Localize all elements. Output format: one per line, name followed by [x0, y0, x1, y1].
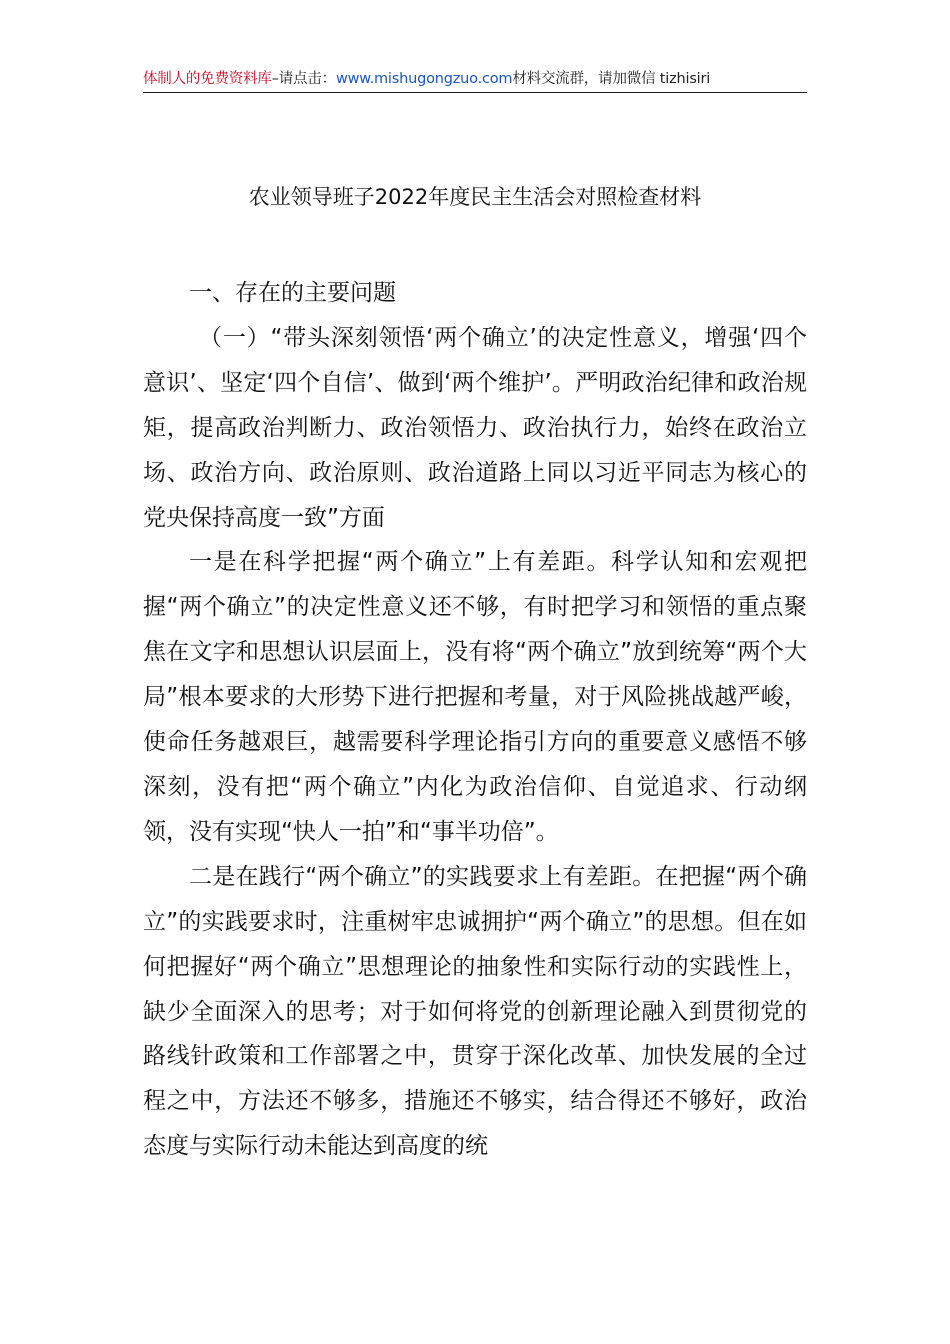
header-website-link[interactable]: www.mishugongzuo.com	[335, 71, 513, 87]
body-paragraph: 一是在科学把握“两个确立”上有差距。科学认知和宏观把握“两个确立”的决定性意义还不够，有时把学习和领悟的重点聚焦在文字和思想认识层面上，没有将“两个确立”放到统筹“两个大局”根本要求的大形势下进行把握和考量，对于风险挑战越严峻，使命任务越艰巨，越需要科学理论指引方向的重要意义感悟不够深刻，没有把“两个确立”内化为政治信仰、自觉追求、行动纲领，没有实现“快人一拍”和“事半功倍”。	[143, 549, 807, 845]
document-body	[143, 271, 807, 1169]
header-brand: 体制人的免费资料库	[143, 71, 272, 87]
sub-heading: （一）“带头深刻领悟‘两个确立’的决定性意义，增强‘四个意识’、坚定‘四个自信’、做到‘两个维护’。严明政治纪律和政治规矩，提高政治判断力、政治领悟力、政治执行力，始终在政治立场、政治方向、政治原则、政治道路上同以习近平同志为核心的党央保持高度一致”方面	[143, 324, 807, 531]
header-prompt: –请点击：	[271, 71, 336, 87]
section-heading: 一、存在的主要问题	[189, 280, 396, 306]
page-header	[143, 68, 807, 93]
document-title: 农业领导班子2022年度民主生活会对照检查材料	[248, 185, 702, 209]
body-paragraph: 二是在践行“两个确立”的实践要求上有差距。在把握“两个确立”的实践要求时，注重树牢忠诚拥护“两个确立”的思想。但在如何把握好“两个确立”思想理论的抽象性和实际行动的实践性上，缺少全面深入的思考；对于如何将党的创新理论融入到贯彻党的路线针政策和工作部署之中，贯穿于深化改革、加快发展的全过程之中，方法还不够多，措施还不够实，结合得还不够好，政治态度与实际行动未能达到高度的统	[143, 863, 807, 1160]
header-wechat-note: 材料交流群，请加微信 tizhisiri	[512, 71, 711, 87]
